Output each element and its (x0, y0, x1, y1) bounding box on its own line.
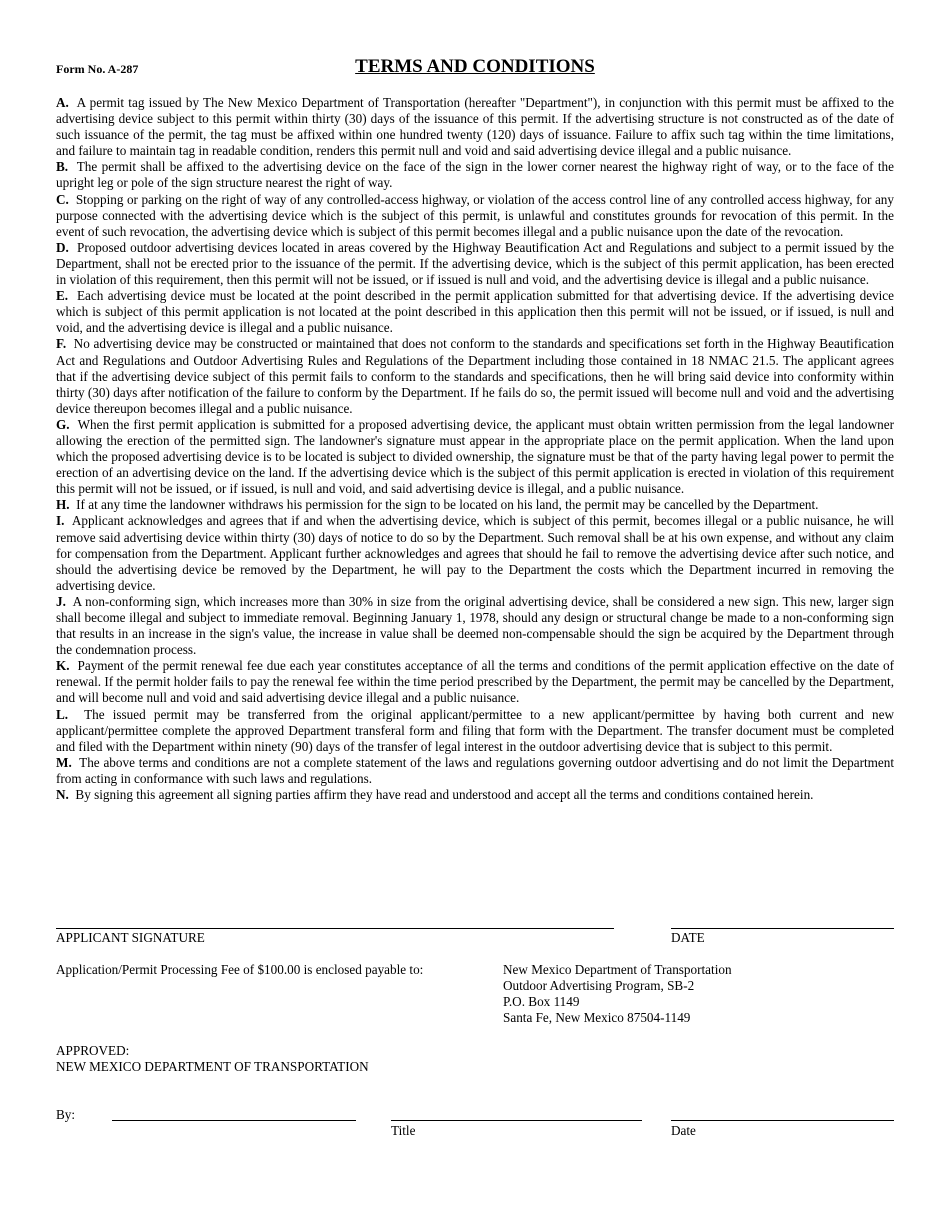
term-letter: G. (56, 416, 70, 432)
term-text: If at any time the landowner withdraws his permission for the sign to be located on his land, the permit may be cancelled by the Department. (76, 497, 819, 513)
applicant-date-label: DATE (671, 930, 705, 945)
term-a (56, 95, 894, 159)
term-text: Payment of the permit renewal fee due each year constitutes acceptance of all the terms and conditions of the permit application effective on the date of renewal. If the permit holder fails to pay the renewal fee within the time period prescribed by the Department, the permit may be cancelled by the Department, and will become null and void and said advertising device illegal and a public nuisance. (56, 658, 895, 706)
term-letter: F. (56, 336, 67, 352)
term-text: A non-conforming sign, which increases more than 30% in size from the original advertising device, shall be considered a new sign. This new, larger sign shall become illegal and subject to immediate removal. Beginning January 1, 1978, should any design or structural change be made to a non-conforming sign that results in an increase in the sign's value, the increase in value shall be deemed non-compensable should the sign be acquired by the Department through the condemnation process. (56, 593, 894, 658)
term-letter: M. (56, 754, 72, 770)
term-n (56, 787, 894, 803)
term-text: When the first permit application is submitted for a proposed advertising device, the applicant must obtain written permission from the legal landowner allowing the erection of the permitted sign. The landowner's signature must appear in the appropriate place on the permit application. When the land upon which the proposed advertising device is to be located is subject to divided ownership, the signature must be that of the party having legal power to permit the erection of an advertising device on the land. If the advertising device which is the subject of this permit application is erected in violation of this requirement this permit will not be issued, or if issued, is null and void, and said advertising device is illegal, and a public nuisance. (56, 416, 894, 497)
term-k (56, 658, 894, 706)
applicant-signature-line[interactable] (56, 928, 614, 929)
term-letter: J. (56, 593, 66, 609)
term-text: Stopping or parking on the right of way of any controlled-access highway, or violation of the access control line of any controlled access highway, for any purpose connected with the advertising device which is the subject of this permit, is unlawful and constitutes grounds for revocation of this permit. In the event of such revocation, the advertising device which is subject of this permit becomes illegal and a public nuisance upon the date of the revocation. (56, 191, 894, 239)
approver-title-label: Title (391, 1123, 416, 1138)
term-letter: L. (56, 706, 69, 722)
term-letter: C. (56, 191, 69, 207)
fee-statement: Application/Permit Processing Fee of $100.00 is enclosed payable to: (56, 962, 424, 977)
approver-signature-line[interactable] (112, 1120, 356, 1121)
term-text: Each advertising device must be located at the point described in the permit application submitted for that advertising device. If the advertising device which is subject of this permit application is not located at the point described in this application then this permit will not be issued, or if issued, is null and void, and the advertising device is illegal and a public nuisance. (56, 288, 895, 336)
payee-line-3: P.O. Box 1149 (503, 994, 580, 1009)
page-title: TERMS AND CONDITIONS (355, 56, 595, 77)
term-letter: D. (56, 239, 69, 255)
term-letter: I. (56, 513, 65, 529)
payee-line-1: New Mexico Department of Transportation (503, 962, 732, 977)
approver-date-label: Date (671, 1123, 696, 1138)
approved-label: APPROVED: (56, 1043, 130, 1058)
term-text: The issued permit may be transferred from the original applicant/permittee to a new applicant/permittee by having both current and new applicant/permittee complete the approved Department transferal form and filing that form with the Department. The transfer document must be completed and filed with the Department within ninety (90) days of the transfer of legal interest in the outdoor advertising device that is subject to this permit. (56, 706, 895, 754)
term-letter: B. (56, 159, 69, 175)
term-letter: A. (56, 95, 69, 110)
approving-department: NEW MEXICO DEPARTMENT OF TRANSPORTATION (56, 1059, 369, 1074)
approver-date-line[interactable] (671, 1120, 894, 1121)
term-text: The above terms and conditions are not a complete statement of the laws and regulations governing outdoor advertising and do not limit the Department from acting in conformance with such laws and regulations. (56, 754, 895, 786)
term-letter: E. (56, 288, 69, 304)
approver-title-line[interactable] (391, 1120, 642, 1121)
applicant-signature-label: APPLICANT SIGNATURE (56, 930, 205, 945)
term-text: Proposed outdoor advertising devices located in areas covered by the Highway Beautification Act and Regulations and subject to a permit issued by the Department, shall not be erected prior to the issuance of the permit. If the advertising device, which is the subject of this permit application, has been erected in violation of this requirement, then this permit will not be issued, or if issued is null and void, and the advertising device is illegal and a public nuisance. (56, 239, 894, 288)
term-c (56, 192, 894, 240)
term-text: A permit tag issued by The New Mexico Department of Transportation (hereafter "Department"), in conjunction with this permit must be affixed to the advertising device subject to this permit within thirty (30) days of the issuance of this permit. If the advertising structure is not constructed as of the date of such issuance of the permit, the tag must be affixed within one hundred twenty (120) days of issuance. Failure to affix such tag within the time limitations, and failure to maintain tag in readable condition, renders this permit null and void and said advertising device illegal and a public nuisance. (56, 95, 894, 159)
term-h (56, 497, 894, 513)
term-m (56, 755, 894, 787)
term-b (56, 159, 894, 191)
terms-list (56, 95, 894, 803)
term-f (56, 336, 894, 416)
term-j (56, 594, 894, 658)
term-l (56, 707, 894, 755)
term-text: No advertising device may be constructed or maintained that does not conform to the standards and specifications set forth in the Highway Beautification Act and Regulations and Outdoor Advertising Rules and Regulations of the Department including those contained in 18 NMAC 21.5. The applicant agrees that if the advertising device subject of this permit fails to conform to the standards and specifications, then he will bring said device into conformity within thirty (30) days after notification of the failure to conform by the Department. If he fails do so, the permit issued will become null and void and the advertising device thereupon becomes illegal and a public nuisance. (56, 336, 894, 416)
term-g (56, 417, 894, 497)
term-letter: K. (56, 658, 70, 674)
payee-line-2: Outdoor Advertising Program, SB-2 (503, 978, 695, 993)
form-number: Form No. A-287 (56, 62, 139, 76)
term-i (56, 513, 894, 593)
by-label: By: (56, 1107, 76, 1122)
term-text: Applicant acknowledges and agrees that if and when the advertising device, which is subject of this permit, becomes illegal or a public nuisance, he will remove said advertising device within thirty (30) days of notice to do so by the Department. Such removal shall be at his own expense, and without any claim for compensation from the Department. Applicant further acknowledges and agrees that should he fail to remove the advertising device after such notice, and should the advertising device be removed by the Department, he will pay to the Department the costs which the Department incurred in removing the advertising device. (56, 513, 895, 593)
term-letter: N. (56, 787, 69, 803)
term-letter: H. (56, 497, 70, 513)
payee-line-4: Santa Fe, New Mexico 87504-1149 (503, 1010, 691, 1025)
term-d (56, 240, 894, 288)
applicant-date-line[interactable] (671, 928, 894, 929)
term-text: The permit shall be affixed to the advertising device on the face of the sign in the lower corner nearest the highway right of way, or to the face of the upright leg or pole of the sign structure nearest the right of way. (56, 159, 895, 191)
term-text: By signing this agreement all signing parties affirm they have read and understood and accept all the terms and conditions contained herein. (75, 787, 814, 803)
term-e (56, 288, 894, 336)
